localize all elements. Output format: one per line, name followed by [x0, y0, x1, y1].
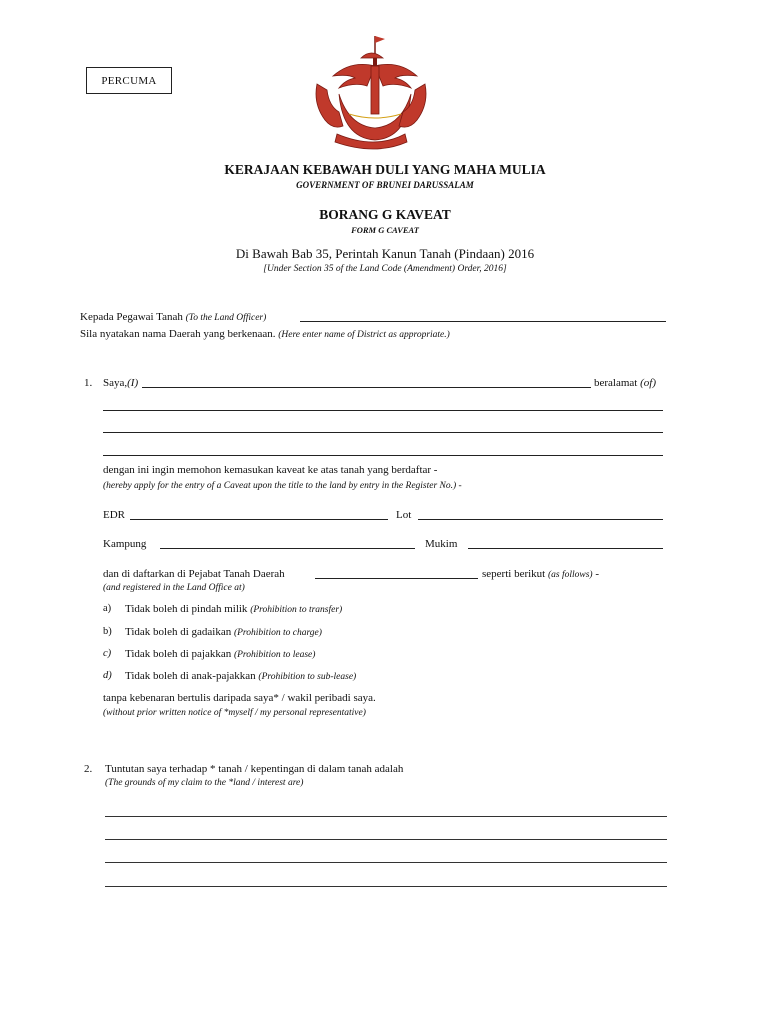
item-2-number: 2. — [84, 763, 93, 775]
beralamat-label: beralamat (of) — [594, 377, 657, 389]
applicant-name-field[interactable] — [142, 387, 591, 388]
percuma-stamp: PERCUMA — [86, 67, 172, 94]
claim-line-1[interactable] — [105, 816, 667, 817]
option-b-letter: b) — [103, 626, 112, 637]
edr-field[interactable] — [130, 519, 388, 520]
claim-text: Tuntutan saya terhadap * tanah / kepentingan di dalam tanah adalah — [105, 763, 404, 775]
option-d: Tidak boleh di anak-pajakkan (Prohibition to sub-lease) — [125, 670, 357, 682]
apply-text-en: (hereby apply for the entry of a Caveat upon the title to the land by entry in the Register No.) - — [103, 481, 462, 491]
kampung-label: Kampung — [103, 538, 147, 550]
notice-text-en: (without prior written notice of *myself / my personal representative) — [103, 708, 366, 718]
addressee-label: Kepada Pegawai Tanah — [80, 311, 183, 323]
registered-label: dan di daftarkan di Pejabat Tanah Daerah — [103, 568, 285, 580]
section-reference: Di Bawah Bab 35, Perintah Kanun Tanah (Pindaan) 2016 — [235, 246, 535, 261]
kampung-field[interactable] — [160, 548, 415, 549]
brunei-crest-icon — [303, 30, 439, 152]
government-subtitle: GOVERNMENT OF BRUNEI DARUSSALAM — [296, 180, 474, 190]
edr-label: EDR — [103, 509, 125, 521]
form-title: BORANG G KAVEAT — [319, 207, 451, 222]
claim-text-en: (The grounds of my claim to the *land / interest are) — [105, 778, 304, 788]
address-line-2[interactable] — [103, 432, 663, 433]
option-a: Tidak boleh di pindah milik (Prohibition to transfer) — [125, 603, 343, 615]
government-title: KERAJAAN KEBAWAH DULI YANG MAHA MULIA — [224, 162, 546, 177]
item-1-number: 1. — [84, 377, 93, 389]
addressee-label-en: (To the Land Officer) — [185, 313, 267, 323]
option-d-letter: d) — [103, 670, 112, 681]
land-office-field[interactable] — [315, 578, 478, 579]
mukim-field[interactable] — [468, 548, 663, 549]
option-c: Tidak boleh di pajakkan (Prohibition to lease) — [125, 648, 316, 660]
claim-line-3[interactable] — [105, 862, 667, 863]
option-a-letter: a) — [103, 603, 112, 614]
option-c-letter: c) — [103, 648, 112, 659]
mukim-label: Mukim — [425, 538, 458, 550]
lot-field[interactable] — [418, 519, 663, 520]
district-note: Sila nyatakan nama Daerah yang berkenaan. — [80, 328, 276, 340]
form-subtitle: FORM G CAVEAT — [351, 225, 419, 235]
claim-line-2[interactable] — [105, 839, 667, 840]
addressee-row — [80, 311, 266, 323]
lot-label: Lot — [396, 509, 412, 521]
notice-text: tanpa kebenaran bertulis daripada saya* / wakil peribadi saya. — [103, 692, 376, 704]
district-field[interactable] — [300, 321, 666, 322]
district-note-en: (Here enter name of District as appropriate.) — [278, 330, 450, 340]
address-line-3[interactable] — [103, 455, 663, 456]
section-reference-en: [Under Section 35 of the Land Code (Amendment) Order, 2016] — [263, 264, 507, 274]
apply-text: dengan ini ingin memohon kemasukan kaveat ke atas tanah yang berdaftar - — [103, 464, 438, 476]
registered-label-en: (and registered in the Land Office at) — [103, 583, 245, 593]
address-line-1[interactable] — [103, 410, 663, 411]
as-follows-label: seperti berikut (as follows) - — [482, 568, 600, 580]
claim-line-4[interactable] — [105, 886, 667, 887]
district-note-row — [80, 328, 450, 340]
saya-label: Saya,(I) — [103, 377, 139, 389]
option-b: Tidak boleh di gadaikan (Prohibition to charge) — [125, 626, 322, 638]
